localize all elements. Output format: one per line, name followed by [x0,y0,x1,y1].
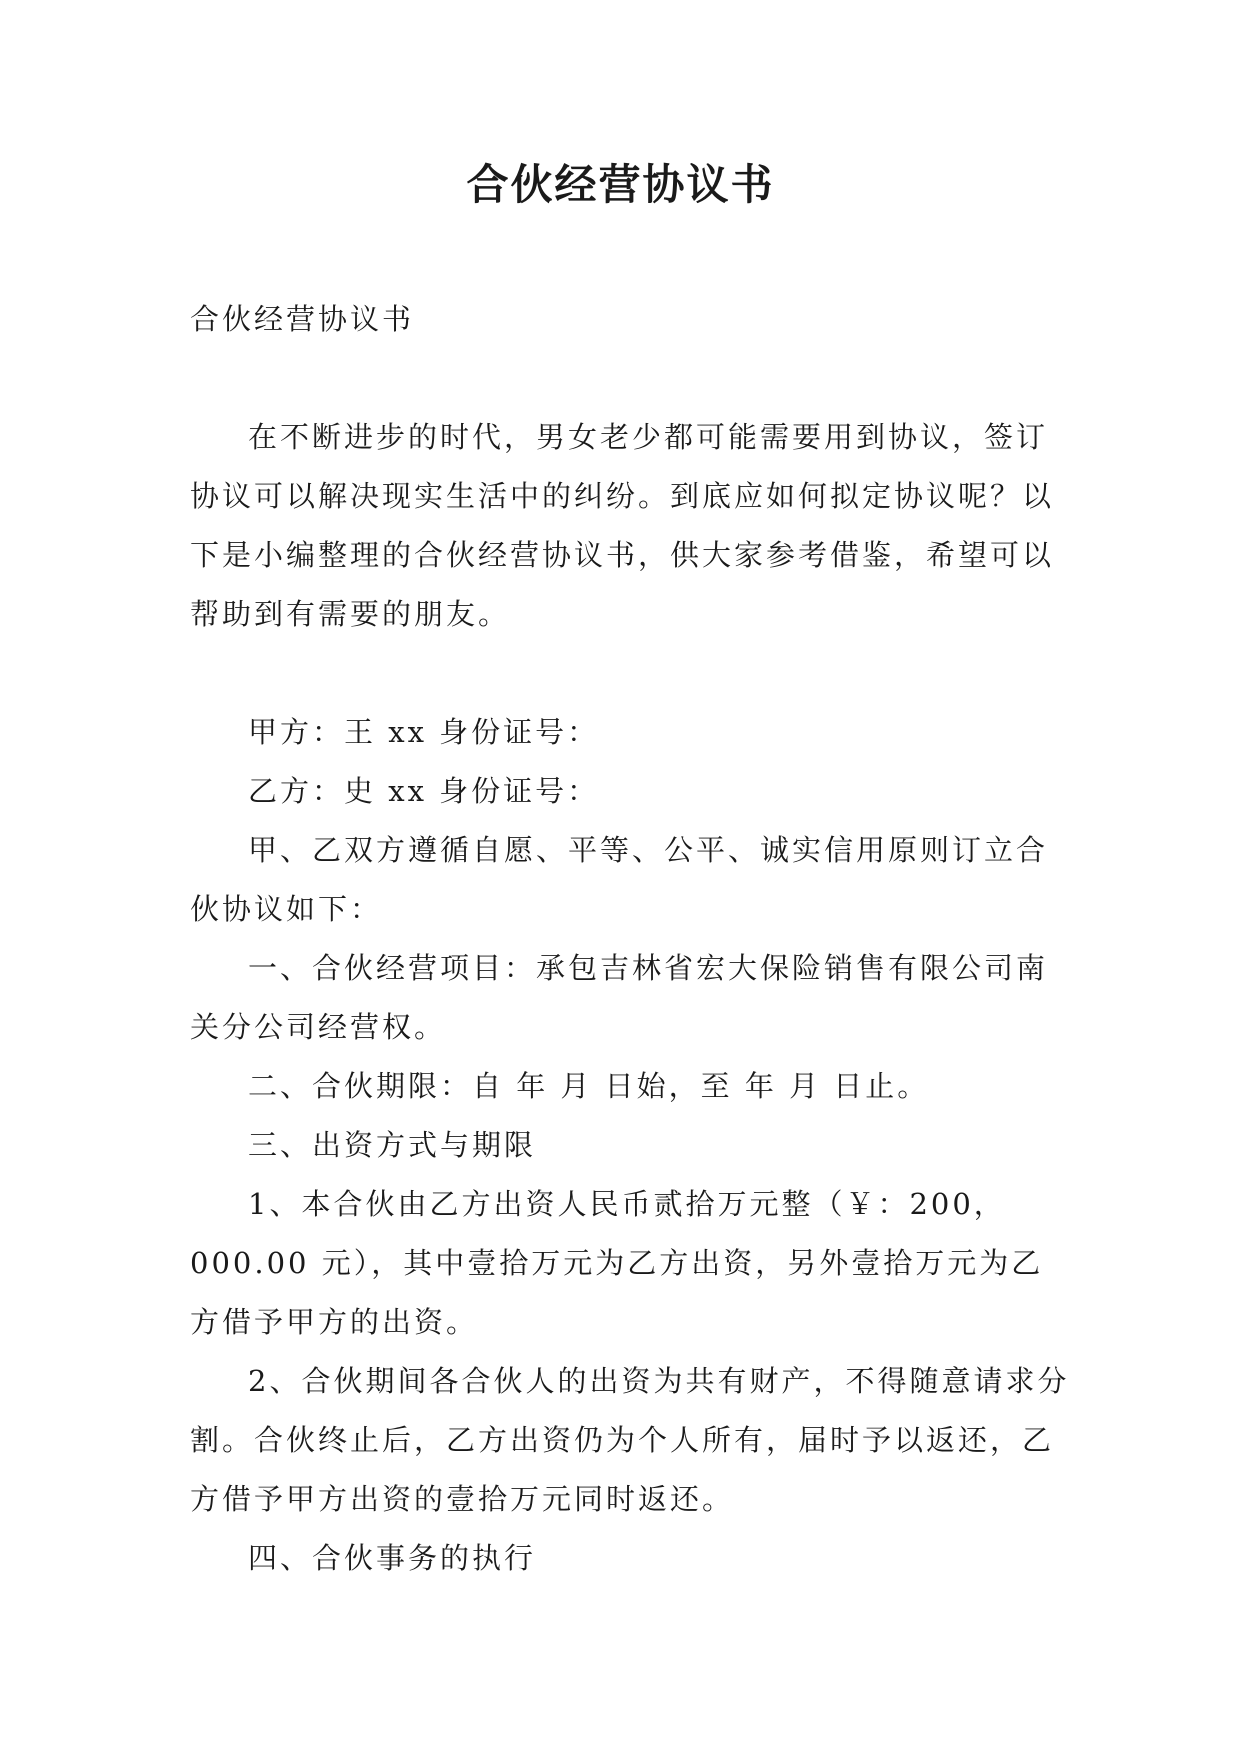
document-subtitle: 合伙经营协议书 [190,302,415,336]
clause-project: 一、合伙经营项目：承包吉林省宏大保险销售有限公司南关分公司经营权。 [190,951,1049,1044]
spacer [190,644,1070,703]
clause-term: 二、合伙期限：自 年 月 日始，至 年 月 日止。 [248,1069,930,1103]
clause-execution-heading: 四、合伙事务的执行 [248,1541,537,1575]
party-a-line: 甲方：王 xx 身份证号： [248,715,600,749]
document-body [190,290,1070,1588]
clause-capital-item-2: 2、合伙期间各合伙人的出资为共有财产，不得随意请求分割。合伙终止后，乙方出资仍为个人所有，届时予以返还，乙方借予甲方出资的壹拾万元同时返还。 [190,1364,1070,1516]
intro-paragraph: 在不断进步的时代，男女老少都可能需要用到协议，签订协议可以解决现实生活中的纠纷。到底应如何拟定协议呢？以下是小编整理的合伙经营协议书，供大家参考借鉴，希望可以帮助到有需要的朋友。 [190,420,1055,631]
spacer [190,349,1070,408]
party-b-line: 乙方：史 xx 身份证号： [248,774,600,808]
agreement-preamble: 甲、乙双方遵循自愿、平等、公平、诚实信用原则订立合伙协议如下： [190,833,1049,926]
document-title: 合伙经营协议书 [466,160,775,209]
clause-capital-heading: 三、出资方式与期限 [248,1128,537,1162]
clause-capital-item-1: 1、本合伙由乙方出资人民币贰拾万元整（￥：200，000.00 元），其中壹拾万元为乙方出资，另外壹拾万元为乙方借予甲方的出资。 [190,1187,1044,1339]
